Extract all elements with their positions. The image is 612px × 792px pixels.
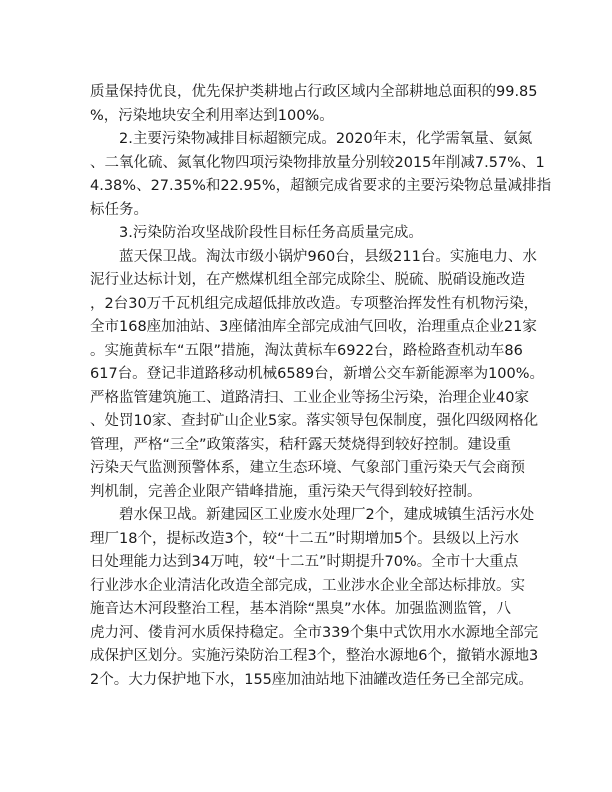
- text-line: 质量保持优良，优先保护类耕地占行政区域内全部耕地总面积的99.85: [90, 84, 538, 100]
- text-line: 判机制，完善企业限产错峰措施，重污染天气得到较好控制。: [90, 483, 482, 500]
- text-line: 污染天气监测预警体系，建立生态环境、气象部门重污染天气会商预: [90, 460, 525, 476]
- body-text: [90, 81, 552, 692]
- text-line: 全市168座加油站、3座储油库全部完成油气回收，治理重点企业21家: [90, 319, 537, 335]
- text-line: 3.污染防治攻坚战阶段性目标任务高质量完成。: [90, 225, 423, 241]
- text-line: 成保护区划分。实施污染防治工程3个，整治水源地6个，撤销水源地3: [90, 648, 539, 664]
- text-line: 日处理能力达到34万吨，较“十二五”时期提升70%。全市十大重点: [90, 554, 519, 570]
- text-line: 。实施黄标车“五限”措施，淘汰黄标车6922台，路检路查机动车86: [90, 342, 523, 359]
- text-line: 碧水保卫战。新建园区工业废水处理厂2个，建成城镇生活污水处: [90, 507, 535, 523]
- text-line: 行业涉水企业清洁化改造全部完成，工业涉水企业全部达标排放。实: [90, 577, 525, 594]
- text-line: 泥行业达标计划，在产燃煤机组全部完成除尘、脱硫、脱硝设施改造: [90, 272, 525, 288]
- text-line: 617台。登记非道路移动机械6589台，新增公交车新能源率为100%。: [90, 366, 545, 382]
- text-line: 2.主要污染物减排目标超额完成。2020年末，化学需氧量、氨氮: [90, 131, 533, 147]
- text-line: 施音达木河段整治工程，基本消除“黑臭”水体。加强监测监管，八: [90, 601, 512, 617]
- text-line: 蓝天保卫战。淘汰市级小锅炉960台，县级211台。实施电力、水: [90, 248, 537, 265]
- text-line: 理厂18个，提标改造3个，较“十二五”时期增加5个。县级以上污水: [90, 530, 519, 547]
- text-line: 标任务。: [90, 201, 148, 218]
- text-line: 4.38%、27.35%和22.95%，超额完成省要求的主要污染物总量减排指: [90, 178, 552, 194]
- text-line: 、处罚10家、查封矿山企业5家。落实领导包保制度，强化四级网格化: [90, 413, 539, 429]
- text-line: 、二氧化硫、氮氧化物四项污染物排放量分别较2015年削减7.57%、1: [90, 154, 545, 171]
- text-line: 严格监管建筑施工、道路清扫、工业企业等扬尘污染，治理企业40家: [90, 389, 529, 406]
- text-line: ，2台30万千瓦机组完成超低排放改造。专项整治挥发性有机物污染，: [90, 295, 539, 312]
- text-line: 管理，严格“三全”政策落实，秸秆露天焚烧得到较好控制。建设重: [90, 436, 512, 453]
- text-line: 虎力河、偻肯河水质保持稳定。全市339个集中式饮用水水源地全部完: [90, 624, 539, 641]
- text-line: %，污染地块安全利用率达到100%。: [90, 107, 334, 124]
- text-line: 2个。大力保护地下水，155座加油站地下油罐改造任务已全部完成。: [90, 671, 533, 688]
